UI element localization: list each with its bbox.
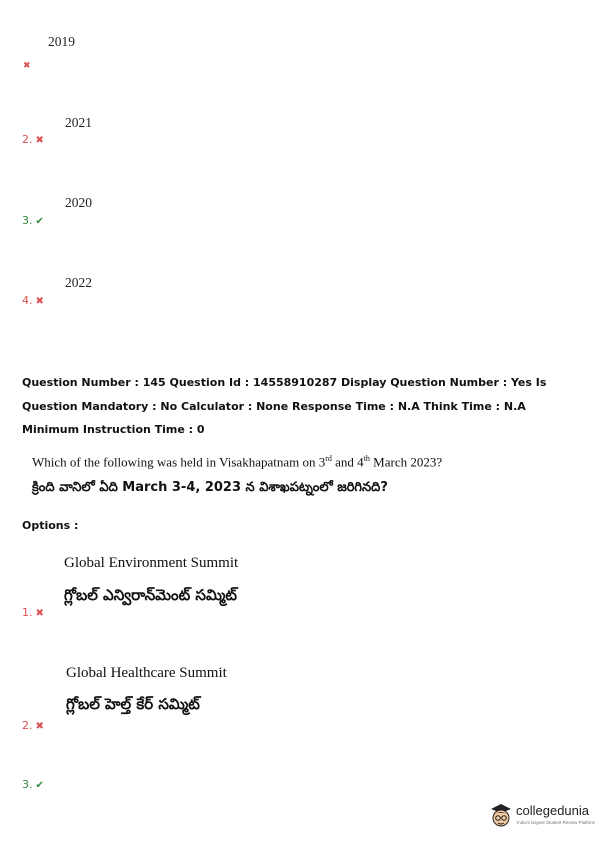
option-2-number: 2. ✖ bbox=[22, 719, 44, 732]
prev-option-2-number: 2. ✖ bbox=[22, 133, 44, 146]
option-3-number: 3. ✔ bbox=[22, 778, 44, 791]
option-1-english: Global Environment Summit bbox=[64, 555, 239, 571]
cross-icon: ✖ bbox=[35, 135, 44, 146]
options-label: Options : bbox=[22, 519, 79, 532]
prev-option-2-text: 2021 bbox=[65, 115, 92, 130]
prev-option-3-number: 3. ✔ bbox=[22, 214, 44, 227]
prev-option-1-text: 2019 bbox=[48, 34, 75, 49]
logo-name: collegedunia bbox=[516, 803, 590, 818]
option-1-telugu: గ్లోబల్ ఎన్విరాన్‌మెంట్ సమ్మిట్ bbox=[64, 586, 237, 604]
cross-icon: ✖ bbox=[35, 721, 44, 732]
logo-tagline: India's largest Student Review Platform bbox=[517, 820, 595, 825]
question-meta: Question Number : 145 Question Id : 14558910287 Display Question Number : Yes Is Question Mandatory : No Calculator : None Response Time : N.A Think Time : N.A Minimum Instruction Time : 0 bbox=[22, 376, 547, 436]
cross-icon: ✖ bbox=[23, 61, 31, 71]
option-2-telugu: గ్లోబల్ హెల్త్ కేర్ సమ్మిట్ bbox=[66, 695, 200, 713]
cross-icon: ✖ bbox=[35, 608, 44, 619]
prev-option-4-number: 4. ✖ bbox=[22, 294, 44, 307]
collegedunia-logo bbox=[488, 800, 595, 830]
option-2-english: Global Healthcare Summit bbox=[66, 665, 227, 681]
cross-icon: ✖ bbox=[35, 296, 44, 307]
prev-option-1-mark bbox=[23, 58, 31, 71]
question-english: Which of the following was held in Visakhapatnam on 3rd and 4th March 2023? bbox=[32, 454, 443, 470]
mascot-icon bbox=[488, 800, 514, 830]
check-icon: ✔ bbox=[35, 780, 44, 791]
check-icon: ✔ bbox=[35, 216, 44, 227]
prev-option-3-text: 2020 bbox=[65, 195, 92, 210]
option-1-number: 1. ✖ bbox=[22, 606, 44, 619]
prev-option-4-text: 2022 bbox=[65, 275, 92, 290]
question-telugu: క్రింది వానిలో ఏది March 3-4, 2023 న విశాఖపట్నంలో జరిగినది? bbox=[32, 480, 388, 495]
